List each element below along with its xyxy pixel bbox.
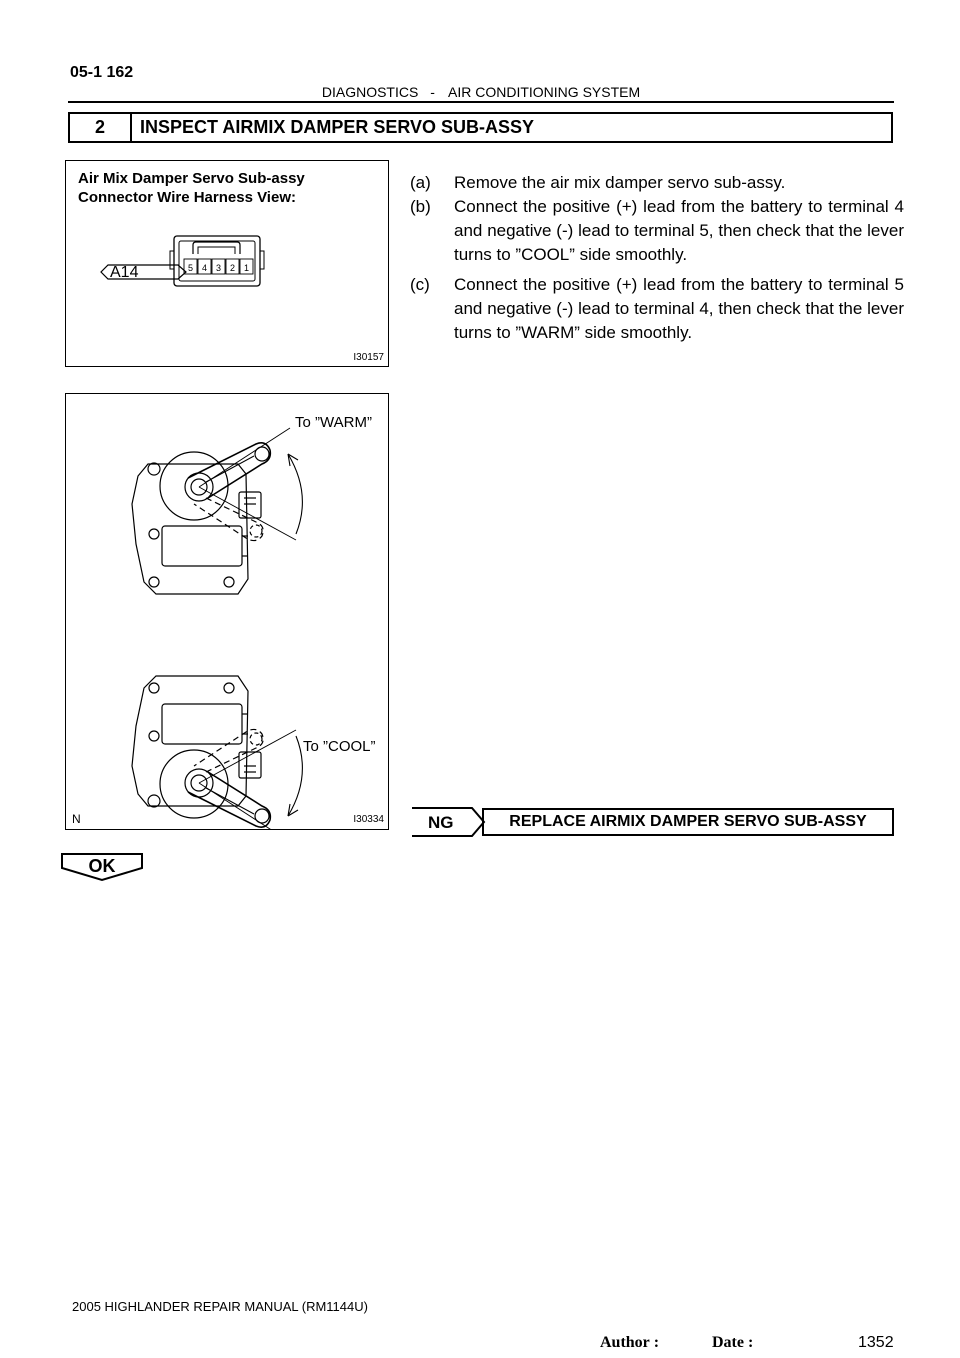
- mount-hole: [224, 683, 234, 693]
- footer-manual-title: 2005 HIGHLANDER REPAIR MANUAL (RM1144U): [72, 1299, 368, 1314]
- ng-label: NG: [428, 813, 454, 832]
- procedure-step-a: [410, 171, 896, 195]
- rotation-arc: [288, 736, 302, 816]
- page-number: 05-1 162: [70, 64, 134, 81]
- terminal-number: 1: [243, 263, 250, 273]
- connector-id-label: A14: [110, 264, 139, 281]
- header-rule: [68, 101, 894, 103]
- figure-code: I30334: [353, 814, 384, 825]
- gear-housing: [160, 452, 228, 520]
- procedure-letter: (c): [410, 275, 430, 294]
- servo-lever-figure: [65, 393, 389, 830]
- step-number: 2: [70, 114, 132, 141]
- servo-connector: [239, 752, 261, 778]
- gear-housing: [160, 750, 228, 818]
- mount-hole: [149, 683, 159, 693]
- mount-hole: [148, 463, 160, 475]
- servo-lower: [132, 676, 302, 829]
- connector-drawing: [66, 161, 388, 366]
- mount-hole: [224, 577, 234, 587]
- mount-hole: [149, 731, 159, 741]
- footer-page-number: 1352: [858, 1334, 894, 1351]
- mount-hole: [148, 795, 160, 807]
- subsection-name: AIR CONDITIONING SYSTEM: [448, 84, 641, 100]
- ng-action-box: REPLACE AIRMIX DAMPER SERVO SUB-ASSY: [482, 808, 894, 836]
- terminal-number: 3: [215, 263, 222, 273]
- procedure-text: Connect the positive (+) lead from the battery to terminal 5 and negative (-) lead to terminal 4, then check that the lever turns to ”WARM” side smoothly.: [454, 275, 904, 342]
- lever-warm: [188, 772, 270, 827]
- figure-n-mark: N: [72, 812, 81, 826]
- section-name: DIAGNOSTICS: [321, 84, 419, 100]
- section-header: [68, 84, 894, 100]
- procedure-text: Remove the air mix damper servo sub-assy.: [454, 173, 786, 192]
- rotation-arc: [288, 454, 302, 534]
- step-box: [68, 112, 893, 143]
- section-dash: -: [430, 84, 435, 100]
- lever-warm: [188, 443, 270, 498]
- procedure-letter: (a): [410, 173, 431, 192]
- connector-figure: [65, 160, 389, 367]
- mount-hole: [149, 577, 159, 587]
- procedure-step-b: [410, 195, 904, 267]
- motor-box: [162, 526, 242, 566]
- caption-line-2: Connector Wire Harness View:: [78, 189, 296, 206]
- servo-upper: [132, 428, 302, 594]
- terminal-number: 5: [187, 263, 194, 273]
- connector-latch: [193, 242, 240, 254]
- footer-author-label: Author :: [600, 1334, 660, 1351]
- ok-label: OK: [88, 855, 116, 876]
- procedure-text: Connect the positive (+) lead from the battery to terminal 4 and negative (-) lead to terminal 5, then check that the lever turns to ”COOL” side smoothly.: [454, 197, 904, 264]
- procedure-letter: (b): [410, 197, 431, 216]
- connector-latch-inner: [198, 247, 235, 254]
- cool-direction-label: To ”COOL”: [303, 738, 376, 755]
- servo-drawing: [66, 394, 388, 829]
- step-title: INSPECT AIRMIX DAMPER SERVO SUB-ASSY: [140, 117, 535, 137]
- mount-hole: [149, 529, 159, 539]
- servo-connector: [239, 492, 261, 518]
- procedure-step-c: [410, 273, 904, 345]
- figure-code: I30157: [353, 352, 384, 363]
- connector-body: [174, 236, 260, 286]
- terminal-number: 4: [201, 263, 208, 273]
- motor-box: [162, 704, 242, 744]
- warm-direction-label: To ”WARM”: [295, 414, 372, 431]
- caption-line-1: Air Mix Damper Servo Sub-assy: [78, 170, 305, 187]
- footer-date-label: Date :: [712, 1334, 754, 1351]
- terminal-number: 2: [229, 263, 236, 273]
